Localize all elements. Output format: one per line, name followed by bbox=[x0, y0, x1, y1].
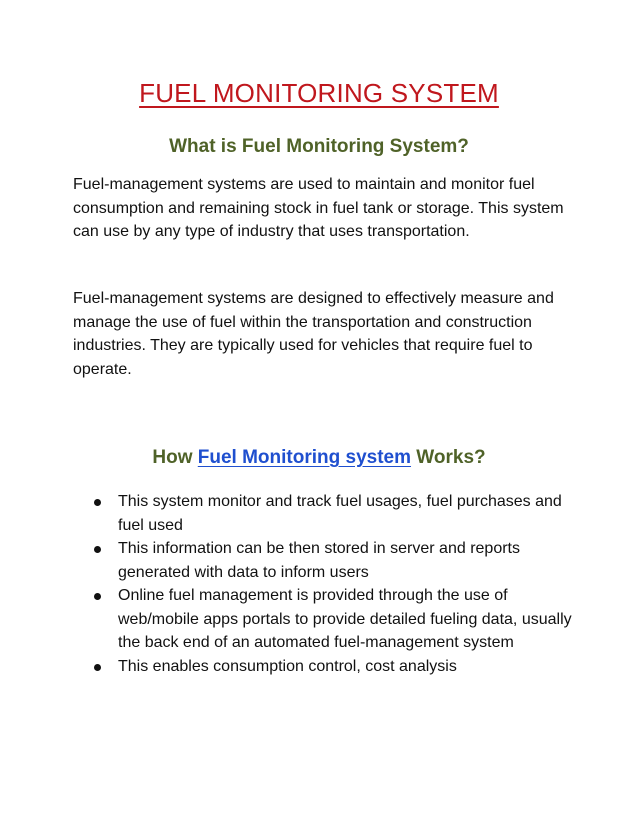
fuel-monitoring-link[interactable]: Fuel Monitoring system bbox=[197, 447, 412, 468]
bullet-icon bbox=[94, 593, 101, 600]
list-item bbox=[94, 490, 574, 537]
section-heading-what-is: What is Fuel Monitoring System? bbox=[169, 136, 469, 157]
list-item-text: This system monitor and track fuel usages, fuel purchases and fuel used bbox=[118, 493, 562, 534]
list-item bbox=[94, 537, 574, 584]
list-item-text: Online fuel management is provided through the use of web/mobile apps portals to provide detailed fueling data, usually the back end of an automated fuel-management system bbox=[118, 587, 572, 651]
paragraph-intro: Fuel-management systems are used to maintain and monitor fuel consumption and remaining stock in fuel tank or storage. This system can use by any type of industry that uses transportation. bbox=[73, 176, 564, 240]
how-it-works-list bbox=[94, 490, 574, 678]
list-item-text: This information can be then stored in server and reports generated with data to inform users bbox=[118, 540, 520, 581]
heading-prefix: How bbox=[152, 447, 198, 468]
paragraph-purpose: Fuel-management systems are designed to effectively measure and manage the use of fuel within the transportation and construction industries. They are typically used for vehicles that require fuel to operate. bbox=[73, 290, 554, 378]
bullet-icon bbox=[94, 499, 101, 506]
list-item bbox=[94, 655, 574, 679]
bullet-icon bbox=[94, 546, 101, 553]
section-heading-how-it-works bbox=[0, 447, 638, 469]
heading-suffix: Works? bbox=[411, 447, 486, 468]
document-title: FUEL MONITORING SYSTEM bbox=[139, 78, 499, 108]
bullet-icon bbox=[94, 664, 101, 671]
list-item bbox=[94, 584, 574, 655]
list-item-text: This enables consumption control, cost analysis bbox=[118, 657, 457, 675]
